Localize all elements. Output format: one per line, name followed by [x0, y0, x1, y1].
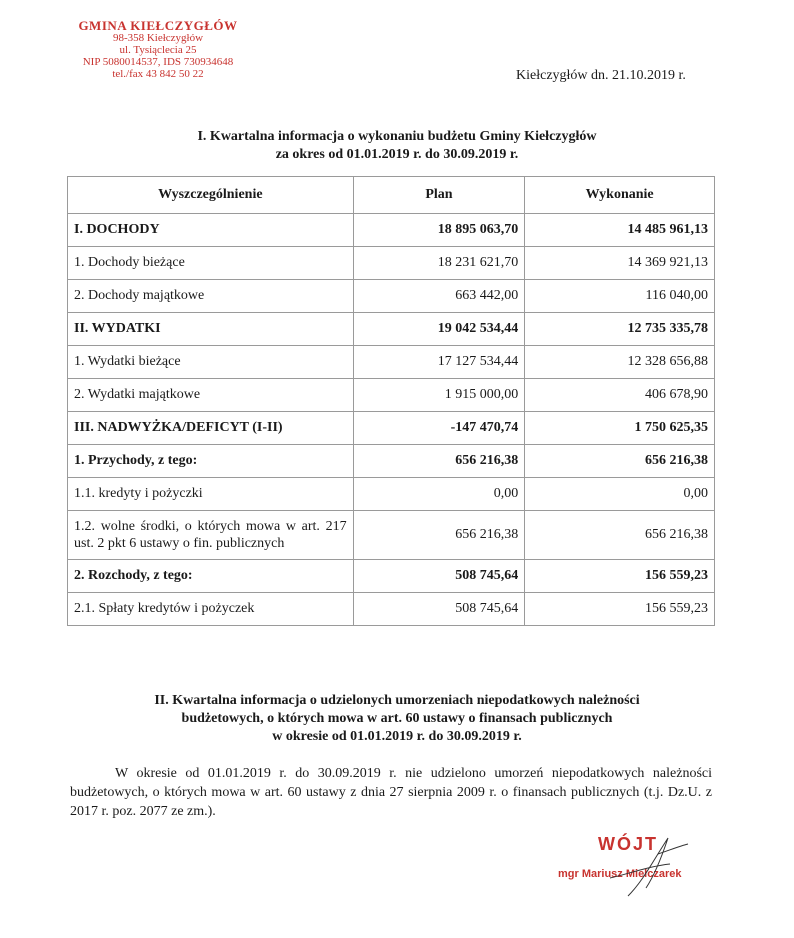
header-plan: Plan — [353, 177, 525, 214]
row-execution-value: 12 735 335,78 — [525, 313, 715, 346]
row-label: 2. Dochody majątkowe — [68, 280, 354, 313]
table-row — [68, 313, 715, 346]
row-label: 1. Przychody, z tego: — [68, 445, 354, 478]
signature-name: mgr Mariusz Mielczarek — [558, 868, 682, 880]
table-row — [68, 346, 715, 379]
row-execution-value: 156 559,23 — [525, 560, 715, 593]
row-execution-value: 0,00 — [525, 478, 715, 511]
stamp-address-line: 98-358 Kiełczygłów — [112, 32, 204, 44]
row-plan-value: 0,00 — [353, 478, 525, 511]
budget-table-body — [68, 214, 715, 626]
stamp-nip-line: NIP 5080014537, IDS 730934648 — [82, 56, 234, 68]
signature-role: WÓJT — [598, 834, 658, 854]
section-1-title-line-2: za okres od 01.01.2019 r. do 30.09.2019 r. — [275, 147, 519, 162]
row-label: I. DOCHODY — [68, 214, 354, 247]
row-execution-value: 116 040,00 — [525, 280, 715, 313]
section-1-title-line-1: I. Kwartalna informacja o wykonaniu budżetu Gminy Kiełczygłów — [197, 129, 597, 144]
row-execution-value: 656 216,38 — [525, 445, 715, 478]
stamp-phone-line: tel./fax 43 842 50 22 — [112, 68, 204, 80]
header-description: Wyszczególnienie — [68, 177, 354, 214]
row-execution-value: 14 485 961,13 — [525, 214, 715, 247]
section-2-title-line-2: budżetowych, o których mowa w art. 60 ustawy o finansach publicznych — [181, 711, 613, 726]
row-plan-value: 18 231 621,70 — [353, 247, 525, 280]
section-1-title — [0, 128, 794, 164]
section-2-title-line-1: II. Kwartalna informacja o udzielonych umorzeniach niepodatkowych należności — [154, 693, 640, 708]
budget-table — [67, 176, 715, 626]
row-plan-value: 656 216,38 — [353, 511, 525, 560]
section-2-title — [0, 692, 794, 746]
table-row — [68, 560, 715, 593]
stamp-name: GMINA KIEŁCZYGŁÓW — [78, 18, 238, 33]
table-row — [68, 280, 715, 313]
table-row — [68, 478, 715, 511]
office-stamp — [63, 20, 253, 80]
table-row — [68, 412, 715, 445]
row-execution-value: 656 216,38 — [525, 511, 715, 560]
row-plan-value: 17 127 534,44 — [353, 346, 525, 379]
row-label: 2. Wydatki majątkowe — [68, 379, 354, 412]
row-label: 2. Rozchody, z tego: — [68, 560, 354, 593]
row-plan-value: 1 915 000,00 — [353, 379, 525, 412]
signature-stamp — [558, 826, 718, 906]
row-plan-value: 508 745,64 — [353, 560, 525, 593]
table-row — [68, 511, 715, 560]
table-row — [68, 214, 715, 247]
row-plan-value: 19 042 534,44 — [353, 313, 525, 346]
row-execution-value: 14 369 921,13 — [525, 247, 715, 280]
row-plan-value: 508 745,64 — [353, 593, 525, 626]
row-label: 1. Wydatki bieżące — [68, 346, 354, 379]
row-label: III. NADWYŻKA/DEFICYT (I-II) — [68, 412, 354, 445]
row-label: 1.2. wolne środki, o których mowa w art. 217 ust. 2 pkt 6 ustawy o fin. publicznych — [68, 511, 354, 560]
section-2-title-line-3: w okresie od 01.01.2019 r. do 30.09.2019 r. — [272, 729, 522, 744]
row-label: 1. Dochody bieżące — [68, 247, 354, 280]
section-2-paragraph: W okresie od 01.01.2019 r. do 30.09.2019 r. nie udzielono umorzeń niepodatkowych należności budżetowych, o których mowa w art. 60 ustawy z dnia 27 sierpnia 2009 r. o finansach publicznych (t.j. Dz.U. z 2017 r. poz. 2077 ze zm.). — [70, 766, 712, 819]
row-label: 2.1. Spłaty kredytów i pożyczek — [68, 593, 354, 626]
header-execution: Wykonanie — [525, 177, 715, 214]
row-plan-value: -147 470,74 — [353, 412, 525, 445]
row-execution-value: 406 678,90 — [525, 379, 715, 412]
row-execution-value: 1 750 625,35 — [525, 412, 715, 445]
table-header-row — [68, 177, 715, 214]
row-label: II. WYDATKI — [68, 313, 354, 346]
row-execution-value: 12 328 656,88 — [525, 346, 715, 379]
table-row — [68, 247, 715, 280]
stamp-street-line: ul. Tysiąclecia 25 — [119, 44, 197, 56]
row-plan-value: 656 216,38 — [353, 445, 525, 478]
row-execution-value: 156 559,23 — [525, 593, 715, 626]
table-row — [68, 379, 715, 412]
table-row — [68, 445, 715, 478]
place-and-date: Kiełczygłów dn. 21.10.2019 r. — [516, 68, 686, 83]
row-plan-value: 18 895 063,70 — [353, 214, 525, 247]
row-label: 1.1. kredyty i pożyczki — [68, 478, 354, 511]
row-plan-value: 663 442,00 — [353, 280, 525, 313]
table-row — [68, 593, 715, 626]
handwritten-signature-icon — [558, 826, 718, 906]
